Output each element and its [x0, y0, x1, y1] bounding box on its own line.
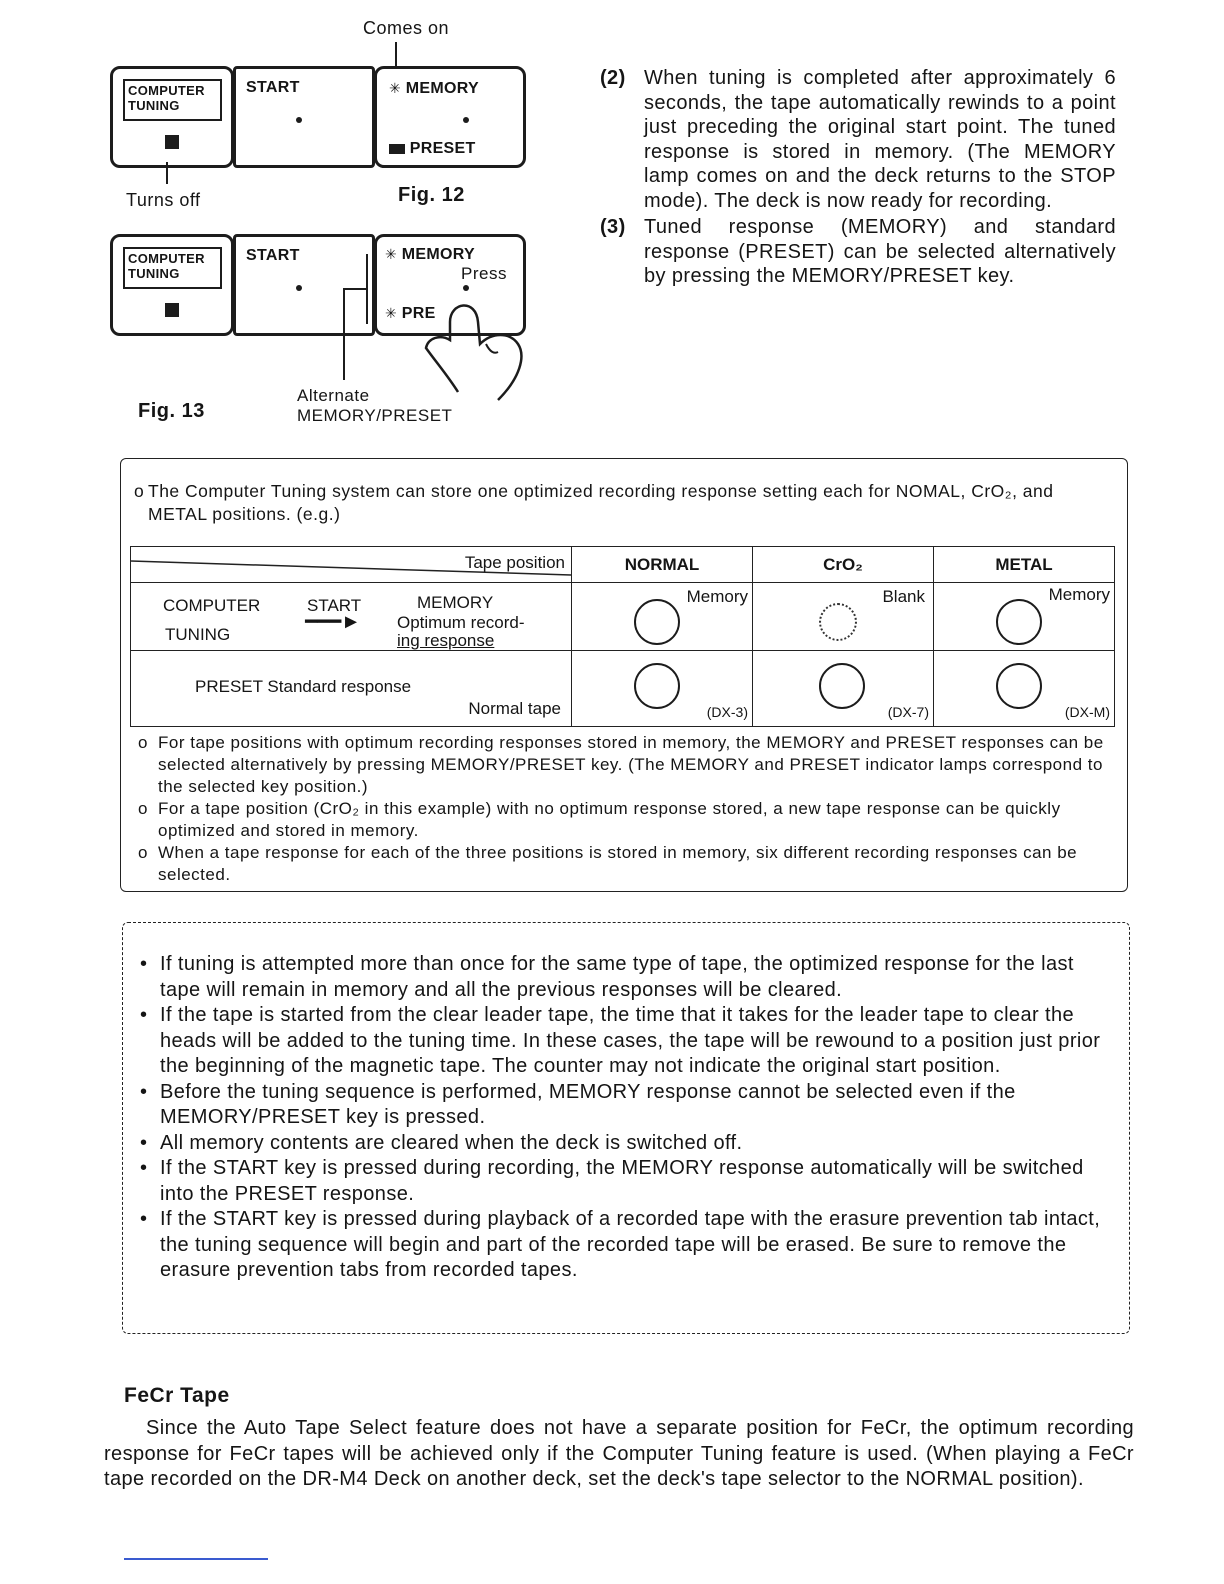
cell-cro2-blank-label: Blank [882, 587, 925, 606]
preset-circle-icon [819, 663, 865, 709]
fig12-memory-label: MEMORY [405, 80, 479, 97]
fig13-caption: Fig. 13 [138, 400, 205, 422]
note-text: For tape positions with optimum recording responses stored in memory, the MEMORY and PRESET responses can be selected alternatively by pressing MEMORY/PRESET key. (The MEMORY and PRESET indicator lamps correspond to the selected key position.) [158, 733, 1104, 796]
warning-item [134, 1131, 1108, 1157]
step-2-text: When tuning is completed after approximately 6 seconds, the tape automatically rewinds to a point just preceding the original start point. The tuned response is stored in memory. (The MEMORY lamp comes on and the deck returns to the STOP mode). The deck is now ready for recording. [644, 67, 1116, 212]
cell-normal-memory-label: Memory [686, 587, 748, 606]
table-row-preset [131, 651, 1115, 727]
preset-circle-icon [996, 663, 1042, 709]
warning-text: If the tape is started from the clear leader tape, the time that it takes for the leader tape to clear the heads will be added to the tuning time. In these cases, the tape will be rewound to a position just prior the beginning of the magnetic tape. The counter may not indicate the original start position. [160, 1004, 1101, 1077]
warning-text: If the START key is pressed during playback of a recorded tape with the erasure prevention tab intact, the tuning sequence will begin and part of the recorded tape will be erased. Be sure to remove the erasure prevention tabs from recorded tapes. [160, 1208, 1101, 1281]
note-marker: o [138, 733, 148, 752]
warning-item [134, 1207, 1108, 1284]
fig12-start-label: START [246, 79, 300, 96]
fig13-start-key [233, 234, 375, 336]
step-3 [600, 215, 1116, 289]
info-notes [132, 732, 1110, 886]
row-computer-label: COMPUTER [163, 596, 261, 615]
footer-rule [124, 1558, 268, 1560]
col-header-normal: NORMAL [572, 547, 753, 583]
cell-normal-preset-label: (DX-3) [706, 704, 748, 720]
blank-circle-icon [819, 603, 857, 641]
note-marker: o [138, 843, 148, 862]
row-tuning-label: TUNING [165, 625, 231, 644]
info-note [132, 798, 1110, 842]
bullet-icon: • [140, 953, 148, 975]
step-2-number: (2) [600, 67, 626, 89]
cell-normal-memory [572, 583, 753, 651]
fig13-computer-tuning-label: COMPUTER TUNING [123, 247, 222, 289]
fig12-turns-off-pointer [166, 162, 168, 184]
warning-text: If tuning is attempted more than once for the same type of tape, the optimized response for the last tape will remain in memory and all the previous responses will be cleared. [160, 953, 1074, 1001]
fig13-memory-row [385, 246, 475, 264]
bullet-icon: • [140, 1131, 148, 1154]
row-memory-label: MEMORY [417, 593, 494, 612]
warning-text: Before the tuning sequence is performed, MEMORY response cannot be selected even if the MEMORY/PRESET key is pressed. [160, 1080, 1016, 1128]
warnings-list [134, 952, 1108, 1284]
cell-cro2-preset [753, 651, 934, 727]
table-corner-label: Tape position [464, 553, 565, 572]
step-2 [600, 66, 1116, 213]
tape-position-table [130, 546, 1115, 727]
fig12-lamp-off-icon [165, 135, 179, 149]
fig12-start-indicator-icon [296, 117, 302, 123]
fig12-start-key [233, 66, 375, 168]
cell-metal-memory-label: Memory [1048, 585, 1110, 604]
fig12-comes-on-label: Comes on [363, 18, 450, 38]
bullet-icon: • [140, 1157, 148, 1179]
info-intro-marker: o [134, 481, 145, 501]
cell-metal-memory [934, 583, 1115, 651]
note-text: For a tape position (CrO₂ in this example) with no optimum response stored, a new tape response can be quickly optimized and stored in memory. [158, 799, 1061, 840]
fig12-memory-lamp-lit-icon: ✳ [389, 80, 402, 96]
cell-metal-preset-label: (DX-M) [1064, 704, 1110, 720]
cell-normal-preset [572, 651, 753, 727]
steps-list [600, 66, 1116, 289]
fig12-preset-lamp-icon [389, 144, 405, 154]
note-text: When a tape response for each of the three positions is stored in memory, six different recording responses can be selected. [158, 843, 1078, 884]
bullet-icon: • [140, 1080, 148, 1103]
arrow-right-icon: ━━━► [305, 611, 361, 633]
info-note [132, 842, 1110, 886]
note-marker: o [138, 799, 148, 818]
memory-circle-icon [996, 599, 1042, 645]
fig13-preset-partial-label: PRE [401, 305, 436, 322]
cell-metal-preset [934, 651, 1115, 727]
fig12-computer-tuning-key [110, 66, 234, 168]
fig13-memory-preset-text: MEMORY/PRESET [297, 406, 453, 425]
warning-text: If the START key is pressed during recording, the MEMORY response automatically will be switched into the PRESET response. [160, 1157, 1084, 1205]
fig13-press-label: Press [461, 264, 507, 283]
fig13-computer-tuning-key [110, 234, 234, 336]
fig13-bracket-top [343, 288, 367, 290]
row-preset-label-cell [131, 651, 572, 727]
fig13-start-indicator-icon [296, 285, 302, 291]
fig12-memory-row [389, 80, 479, 98]
table-header-row [131, 547, 1115, 583]
row-preset-label: PRESET Standard response [195, 677, 412, 696]
warning-item [134, 952, 1108, 1003]
fig12-caption: Fig. 12 [398, 184, 465, 206]
row-response-label: ing response [397, 631, 495, 650]
col-header-cro2: CrO₂ [753, 547, 934, 583]
cell-cro2-preset-label: (DX-7) [887, 704, 929, 720]
fig13-preset-lamp-lit-icon: ✳ [385, 305, 398, 321]
memory-circle-icon [634, 599, 680, 645]
fig13-alternate-pointer [343, 288, 345, 380]
fig12-computer-tuning-label: COMPUTER TUNING [123, 79, 222, 121]
row-start-label: START [307, 596, 362, 615]
fig13-alternate-text: Alternate [297, 386, 370, 405]
fig12-preset-row [389, 140, 476, 158]
fig13-lamp-off-icon [165, 303, 179, 317]
fig13-memory-lamp-lit-icon: ✳ [385, 246, 398, 262]
info-note [132, 732, 1110, 798]
fig13-start-label: START [246, 247, 300, 264]
warning-item [134, 1156, 1108, 1207]
fecr-body: Since the Auto Tape Select feature does not have a separate position for FeCr, the optimum recording response for FeCr tapes will be achieved only if the Computer Tuning feature is used. (When playing a FeCr tape recorded on the DR-M4 Deck on another deck, set the deck's tape selector to the NORMAL position). [104, 1417, 1134, 1490]
table-corner-cell [131, 547, 572, 583]
row-normal-tape-label: Normal tape [468, 699, 561, 718]
fig13-alternate-label [297, 386, 452, 426]
step-3-number: (3) [600, 216, 626, 238]
bullet-icon: • [140, 1004, 148, 1026]
row-optimum-label: Optimum record- [397, 613, 525, 632]
warning-item [134, 1080, 1108, 1131]
cell-cro2-blank [753, 583, 934, 651]
fig12-key-indicator-icon [463, 117, 469, 123]
fig13-memory-label: MEMORY [401, 246, 475, 263]
col-header-metal: METAL [934, 547, 1115, 583]
fig12-preset-label: PRESET [409, 140, 476, 157]
fecr-heading: FeCr Tape [124, 1384, 230, 1407]
preset-circle-icon [634, 663, 680, 709]
fig12-memory-preset-key [374, 66, 526, 168]
warning-item [134, 1003, 1108, 1080]
info-intro-text: The Computer Tuning system can store one optimized recording response setting each for NOMAL, CrO₂, and METAL positions. (e.g.) [148, 481, 1054, 524]
table-row-computer-tuning [131, 583, 1115, 651]
step-3-text: Tuned response (MEMORY) and standard response (PRESET) can be selected alternatively by pressing the MEMORY/PRESET key. [644, 216, 1116, 287]
fig12-turns-off-label: Turns off [126, 190, 201, 210]
info-intro [134, 480, 1114, 526]
bullet-icon: • [140, 1208, 148, 1230]
fig13-bracket-side [366, 254, 368, 324]
warning-text: All memory contents are cleared when the deck is switched off. [160, 1131, 743, 1154]
row-computer-tuning-label-cell [131, 583, 572, 651]
